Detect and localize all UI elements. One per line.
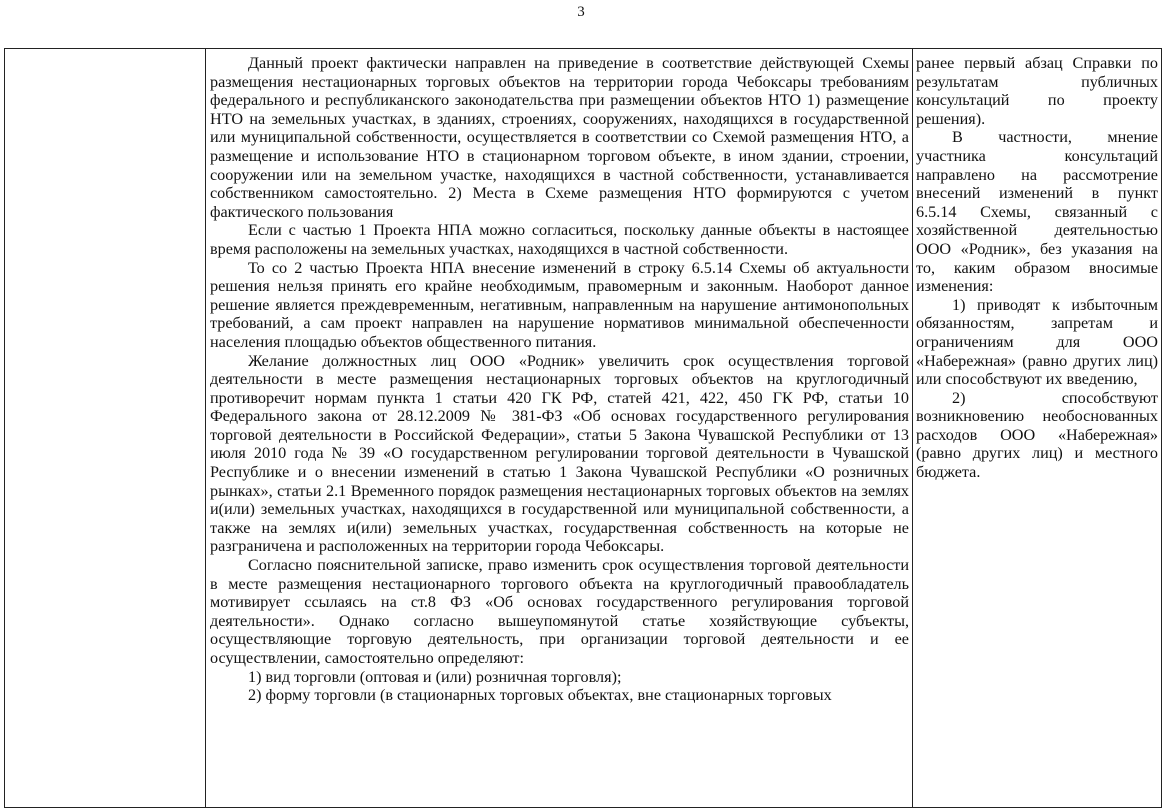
- table-cell-empty: [5, 49, 206, 808]
- response-paragraph-2: В частности, мнение участника консультаций направлено на рассмотрение внесений изменений в пункт 6.5.14 Схемы, связанный с хозяйственной деятельностью ООО «Родник», без указания на то, каким образом вносимые изменения:: [916, 128, 1158, 296]
- justification-paragraph-5: Согласно пояснительной записке, право изменить срок осуществления торговой деятельности в месте размещения нестационарного торгового объекта на круглогодичный правообладатель мотивирует ссылаясь на ст.8 ФЗ «Об основах государственного регулирования торговой деятельности». Однако согласно вышеупомянутой статье хозяйствующие субъекты, осуществляющие торговую деятельность, при организации торговой деятельности и ее осуществлении, самостоятельно определяют:: [210, 556, 909, 667]
- justification-paragraph-1: Данный проект фактически направлен на приведение в соответствие действующей Схемы размещения нестационарных торговых объектов на территории города Чебоксары требованиям федерального и республиканского законодательства при размещении объектов НТО 1) размещение НТО на земельных участках, в зданиях, строениях, сооружениях, находящихся в государственной или муниципальной собственности, осуществляется в соответствии со Схемой размещения НТО, а размещение и использование НТО в стационарном торговом объекте, в ином здании, строении, сооружении или на земельном участке, находящихся в частной собственности, устанавливается собственником самостоятельно. 2) Места в Схеме размещения НТО формируются с учетом фактического пользования: [210, 54, 909, 221]
- table-row: [5, 49, 1162, 808]
- justification-paragraph-4: Желание должностных лиц ООО «Родник» увеличить срок осуществления торговой деятельности в месте размещения нестационарных торговых объектов на круглогодичный противоречит нормам пункта 1 статьи 420 ГК РФ, статей 421, 422, 450 ГК РФ, статьи 10 Федерального закона от 28.12.2009 № 381-ФЗ «Об основах государственного регулирования торговой деятельности в Российской Федерации», статьи 5 Закона Чувашской Республики от 13 июля 2010 года № 39 «О государственном регулировании торговой деятельности в Чувашской Республике и о внесении изменений в статью 1 Закона Чувашской Республики «О розничных рынках», статьи 2.1 Временного порядок размещения нестационарных торговых объектов на землях и(или) земельных участках, находящихся в государственной или муниципальной собственности, а также на землях и(или) земельных участках, государственная собственность на которые не разграничена и расположенных на территории города Чебоксары.: [210, 351, 909, 556]
- response-paragraph-3: 1) приводят к избыточным обязанностям, запретам и ограничениям для ООО «Набережная» (равно других лиц) или способствуют их введению,: [916, 295, 1158, 389]
- table-cell-justification: [206, 49, 913, 808]
- response-paragraph-4: 2) способствуют возникновению необоснованных расходов ООО «Набережная» (равно других лиц) и местного бюджета.: [916, 388, 1158, 482]
- response-paragraph-1: ранее первый абзац Справки по результатам публичных консультаций по проекту решения).: [916, 54, 1158, 128]
- justification-paragraph-7: 2) форму торговли (в стационарных торговых объектах, вне стационарных торговых: [248, 686, 832, 705]
- justification-paragraph-6: 1) вид торговли (оптовая и (или) розничная торговля);: [248, 667, 622, 686]
- page-number: 3: [577, 4, 585, 20]
- table-cell-response: [913, 49, 1162, 808]
- justification-paragraph-2: Если с частью 1 Проекта НПА можно согласиться, поскольку данные объекты в настоящее время расположены на земельных участках, находящихся в частной собственности.: [210, 221, 909, 258]
- justification-paragraph-3: То со 2 частью Проекта НПА внесение изменений в строку 6.5.14 Схемы об актуальности решения нельзя принять его крайне необходимым, правомерным и законным. Наоборот данное решение является преждевременным, негативным, направленным на нарушение антимонопольных требований, а сам проект направлен на нарушение нормативов минимальной обеспеченности населения площадью объектов общественного питания.: [210, 258, 909, 351]
- document-table: [4, 48, 1162, 808]
